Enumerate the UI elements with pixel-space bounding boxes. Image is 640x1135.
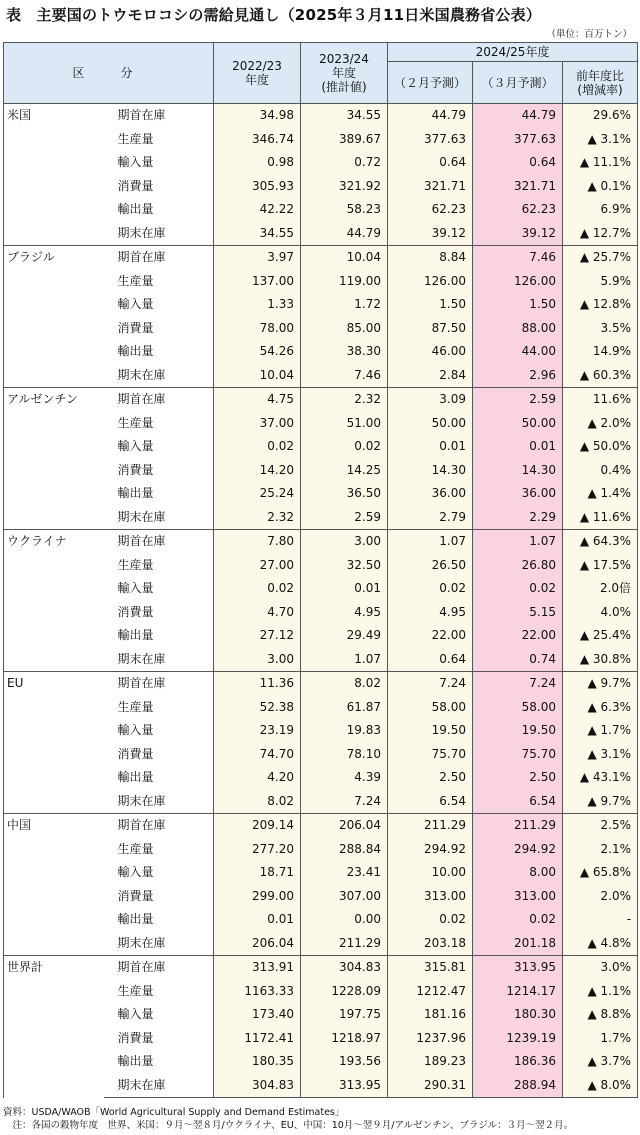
value-cell: 1228.09	[301, 980, 388, 1004]
item-label: 生産量	[104, 696, 214, 720]
header-category: 区 分	[4, 43, 214, 104]
item-label: 生産量	[104, 412, 214, 436]
value-cell: 5.15	[473, 601, 563, 625]
value-cell: 10.04	[301, 246, 388, 270]
value-cell: 7.24	[388, 672, 473, 696]
value-cell: 2.96	[473, 364, 563, 388]
value-cell: 36.00	[473, 482, 563, 506]
value-cell: 10.04	[214, 364, 301, 388]
value-cell: 313.00	[388, 885, 473, 909]
yoy-change-cell: ▲ 1.7%	[563, 719, 638, 743]
value-cell: 305.93	[214, 175, 301, 199]
value-cell: 173.40	[214, 1003, 301, 1027]
value-cell: 26.50	[388, 554, 473, 578]
yoy-change-cell: ▲ 60.3%	[563, 364, 638, 388]
value-cell: 44.79	[473, 104, 563, 128]
value-cell: 1218.97	[301, 1027, 388, 1051]
value-cell: 203.18	[388, 932, 473, 956]
yoy-change-cell: ▲ 25.4%	[563, 624, 638, 648]
item-label: 輸入量	[104, 719, 214, 743]
value-cell: 137.00	[214, 270, 301, 294]
value-cell: 321.71	[388, 175, 473, 199]
value-cell: 126.00	[388, 270, 473, 294]
value-cell: 304.83	[214, 1074, 301, 1098]
item-label: 生産量	[104, 128, 214, 152]
value-cell: 1.50	[388, 293, 473, 317]
country-name: 世界計	[4, 956, 104, 1098]
yoy-change-cell: 6.9%	[563, 198, 638, 222]
value-cell: 1.33	[214, 293, 301, 317]
yoy-change-cell: -	[563, 908, 638, 932]
yoy-change-cell: 3.0%	[563, 956, 638, 980]
value-cell: 0.74	[473, 648, 563, 672]
value-cell: 0.02	[301, 435, 388, 459]
value-cell: 4.95	[388, 601, 473, 625]
value-cell: 19.83	[301, 719, 388, 743]
value-cell: 62.23	[473, 198, 563, 222]
item-label: 期末在庫	[104, 1074, 214, 1098]
value-cell: 6.54	[388, 790, 473, 814]
value-cell: 75.70	[388, 743, 473, 767]
header-2024-25-group: 2024/25年度	[388, 43, 638, 62]
value-cell: 0.02	[388, 577, 473, 601]
yoy-change-cell: ▲ 12.8%	[563, 293, 638, 317]
value-cell: 7.80	[214, 530, 301, 554]
country-name: EU	[4, 672, 104, 814]
item-label: 生産量	[104, 270, 214, 294]
value-cell: 4.20	[214, 766, 301, 790]
value-cell: 1172.41	[214, 1027, 301, 1051]
value-cell: 290.31	[388, 1074, 473, 1098]
notes	[3, 1106, 573, 1132]
yoy-change-cell: ▲ 3.1%	[563, 128, 638, 152]
value-cell: 8.02	[214, 790, 301, 814]
yoy-change-cell: ▲ 0.1%	[563, 175, 638, 199]
yoy-change-cell: ▲ 1.4%	[563, 482, 638, 506]
value-cell: 0.01	[301, 577, 388, 601]
value-cell: 6.54	[473, 790, 563, 814]
yoy-change-cell: 5.9%	[563, 270, 638, 294]
item-label: 輸出量	[104, 198, 214, 222]
value-cell: 294.92	[388, 838, 473, 862]
value-cell: 3.09	[388, 388, 473, 412]
value-cell: 78.10	[301, 743, 388, 767]
value-cell: 23.41	[301, 861, 388, 885]
value-cell: 75.70	[473, 743, 563, 767]
yoy-change-cell: ▲ 8.8%	[563, 1003, 638, 1027]
yoy-change-cell: ▲ 8.0%	[563, 1074, 638, 1098]
item-label: 期首在庫	[104, 388, 214, 412]
yoy-change-cell: ▲ 3.1%	[563, 743, 638, 767]
item-label: 輸出量	[104, 340, 214, 364]
value-cell: 2.84	[388, 364, 473, 388]
table-row	[4, 104, 638, 128]
item-label: 期首在庫	[104, 956, 214, 980]
value-cell: 126.00	[473, 270, 563, 294]
header-mar-forecast: （３月予測）	[473, 62, 563, 104]
header-2023-24: 2023/24 年度 (推計値)	[301, 43, 388, 104]
item-label: 期末在庫	[104, 790, 214, 814]
value-cell: 3.97	[214, 246, 301, 270]
value-cell: 58.23	[301, 198, 388, 222]
item-label: 輸出量	[104, 766, 214, 790]
value-cell: 4.75	[214, 388, 301, 412]
value-cell: 19.50	[473, 719, 563, 743]
yoy-change-cell: ▲ 64.3%	[563, 530, 638, 554]
value-cell: 62.23	[388, 198, 473, 222]
value-cell: 58.00	[388, 696, 473, 720]
value-cell: 315.81	[388, 956, 473, 980]
item-label: 輸入量	[104, 435, 214, 459]
value-cell: 389.67	[301, 128, 388, 152]
value-cell: 61.87	[301, 696, 388, 720]
value-cell: 0.72	[301, 151, 388, 175]
value-cell: 299.00	[214, 885, 301, 909]
table-row	[4, 814, 638, 838]
value-cell: 1214.17	[473, 980, 563, 1004]
value-cell: 2.79	[388, 506, 473, 530]
value-cell: 1239.19	[473, 1027, 563, 1051]
value-cell: 180.35	[214, 1050, 301, 1074]
table-row	[4, 246, 638, 270]
item-label: 輸入量	[104, 293, 214, 317]
value-cell: 377.63	[473, 128, 563, 152]
value-cell: 0.64	[388, 648, 473, 672]
yoy-change-cell: ▲ 3.7%	[563, 1050, 638, 1074]
value-cell: 294.92	[473, 838, 563, 862]
value-cell: 307.00	[301, 885, 388, 909]
item-label: 期首在庫	[104, 530, 214, 554]
item-label: 消費量	[104, 459, 214, 483]
value-cell: 189.23	[388, 1050, 473, 1074]
value-cell: 8.02	[301, 672, 388, 696]
item-label: 輸出量	[104, 908, 214, 932]
value-cell: 1212.47	[388, 980, 473, 1004]
value-cell: 313.00	[473, 885, 563, 909]
value-cell: 346.74	[214, 128, 301, 152]
table-row	[4, 388, 638, 412]
value-cell: 321.92	[301, 175, 388, 199]
value-cell: 277.20	[214, 838, 301, 862]
value-cell: 3.00	[301, 530, 388, 554]
value-cell: 74.70	[214, 743, 301, 767]
value-cell: 2.50	[473, 766, 563, 790]
yoy-change-cell: ▲ 43.1%	[563, 766, 638, 790]
value-cell: 181.16	[388, 1003, 473, 1027]
value-cell: 211.29	[301, 932, 388, 956]
value-cell: 38.30	[301, 340, 388, 364]
yoy-change-cell: 2.1%	[563, 838, 638, 862]
value-cell: 27.00	[214, 554, 301, 578]
item-label: 消費量	[104, 885, 214, 909]
table-title: 表 主要国のトウモロコシの需給見通し（2025年３月11日米国農務省公表）	[6, 6, 542, 24]
value-cell: 78.00	[214, 317, 301, 341]
value-cell: 34.98	[214, 104, 301, 128]
value-cell: 8.84	[388, 246, 473, 270]
item-label: 期末在庫	[104, 222, 214, 246]
value-cell: 0.64	[473, 151, 563, 175]
item-label: 生産量	[104, 554, 214, 578]
value-cell: 88.00	[473, 317, 563, 341]
value-cell: 87.50	[388, 317, 473, 341]
item-label: 期末在庫	[104, 648, 214, 672]
country-name: ウクライナ	[4, 530, 104, 672]
table-row	[4, 956, 638, 980]
value-cell: 7.46	[301, 364, 388, 388]
value-cell: 25.24	[214, 482, 301, 506]
item-label: 期首在庫	[104, 246, 214, 270]
item-label: 生産量	[104, 838, 214, 862]
value-cell: 7.24	[473, 672, 563, 696]
item-label: 輸入量	[104, 1003, 214, 1027]
crop-year-note: 注：各国の穀物年度 世界、米国：９月～翌８月/ウクライナ、EU、中国：10月～翌９月/アルゼンチン、ブラジル：３月～翌２月。	[3, 1120, 574, 1131]
value-cell: 211.29	[473, 814, 563, 838]
item-label: 期末在庫	[104, 506, 214, 530]
header-2022-23: 2022/23 年度	[214, 43, 301, 104]
value-cell: 18.71	[214, 861, 301, 885]
value-cell: 4.95	[301, 601, 388, 625]
item-label: 輸入量	[104, 577, 214, 601]
item-label: 消費量	[104, 317, 214, 341]
country-name: 米国	[4, 104, 104, 246]
value-cell: 1237.96	[388, 1027, 473, 1051]
item-label: 期末在庫	[104, 364, 214, 388]
value-cell: 2.50	[388, 766, 473, 790]
value-cell: 7.24	[301, 790, 388, 814]
yoy-change-cell: 29.6%	[563, 104, 638, 128]
yoy-change-cell: 2.0%	[563, 885, 638, 909]
value-cell: 22.00	[388, 624, 473, 648]
value-cell: 1.07	[301, 648, 388, 672]
value-cell: 14.20	[214, 459, 301, 483]
value-cell: 58.00	[473, 696, 563, 720]
value-cell: 186.36	[473, 1050, 563, 1074]
value-cell: 211.29	[388, 814, 473, 838]
country-name: ブラジル	[4, 246, 104, 388]
value-cell: 34.55	[301, 104, 388, 128]
value-cell: 2.59	[473, 388, 563, 412]
value-cell: 42.22	[214, 198, 301, 222]
item-label: 期首在庫	[104, 814, 214, 838]
yoy-change-cell: ▲ 9.7%	[563, 672, 638, 696]
value-cell: 44.79	[388, 104, 473, 128]
value-cell: 27.12	[214, 624, 301, 648]
value-cell: 0.98	[214, 151, 301, 175]
value-cell: 39.12	[473, 222, 563, 246]
value-cell: 0.02	[473, 908, 563, 932]
value-cell: 34.55	[214, 222, 301, 246]
value-cell: 3.00	[214, 648, 301, 672]
value-cell: 0.02	[473, 577, 563, 601]
value-cell: 0.02	[388, 908, 473, 932]
value-cell: 23.19	[214, 719, 301, 743]
value-cell: 36.00	[388, 482, 473, 506]
value-cell: 313.91	[214, 956, 301, 980]
value-cell: 288.94	[473, 1074, 563, 1098]
item-label: 輸出量	[104, 482, 214, 506]
item-label: 輸入量	[104, 861, 214, 885]
value-cell: 46.00	[388, 340, 473, 364]
yoy-change-cell: ▲ 9.7%	[563, 790, 638, 814]
value-cell: 2.32	[301, 388, 388, 412]
yoy-change-cell: 3.5%	[563, 317, 638, 341]
value-cell: 4.70	[214, 601, 301, 625]
value-cell: 50.00	[388, 412, 473, 436]
value-cell: 0.02	[214, 577, 301, 601]
item-label: 消費量	[104, 1027, 214, 1051]
value-cell: 304.83	[301, 956, 388, 980]
yoy-change-cell: 2.0倍	[563, 577, 638, 601]
value-cell: 2.29	[473, 506, 563, 530]
value-cell: 50.00	[473, 412, 563, 436]
item-label: 期首在庫	[104, 104, 214, 128]
unit-label: （単位：百万トン）	[546, 29, 632, 40]
value-cell: 44.79	[301, 222, 388, 246]
value-cell: 321.71	[473, 175, 563, 199]
value-cell: 193.56	[301, 1050, 388, 1074]
value-cell: 377.63	[388, 128, 473, 152]
item-label: 輸入量	[104, 151, 214, 175]
yoy-change-cell: 2.5%	[563, 814, 638, 838]
yoy-change-cell: 4.0%	[563, 601, 638, 625]
yoy-change-cell: 0.4%	[563, 459, 638, 483]
table-row	[4, 672, 638, 696]
value-cell: 54.26	[214, 340, 301, 364]
country-name: アルゼンチン	[4, 388, 104, 530]
yoy-change-cell: ▲ 50.0%	[563, 435, 638, 459]
item-label: 期首在庫	[104, 672, 214, 696]
yoy-change-cell: ▲ 12.7%	[563, 222, 638, 246]
source-note: 資料：USDA/WAOB「World Agricultural Supply and Demand Estimates」	[3, 1107, 345, 1118]
country-name: 中国	[4, 814, 104, 956]
yoy-change-cell: ▲ 2.0%	[563, 412, 638, 436]
yoy-change-cell: 1.7%	[563, 1027, 638, 1051]
value-cell: 14.30	[473, 459, 563, 483]
value-cell: 206.04	[214, 932, 301, 956]
value-cell: 39.12	[388, 222, 473, 246]
table-body	[4, 104, 638, 1098]
value-cell: 209.14	[214, 814, 301, 838]
value-cell: 85.00	[301, 317, 388, 341]
value-cell: 11.36	[214, 672, 301, 696]
value-cell: 1.07	[473, 530, 563, 554]
yoy-change-cell: ▲ 1.1%	[563, 980, 638, 1004]
value-cell: 26.80	[473, 554, 563, 578]
item-label: 生産量	[104, 980, 214, 1004]
yoy-change-cell: ▲ 11.6%	[563, 506, 638, 530]
value-cell: 10.00	[388, 861, 473, 885]
supply-demand-table	[3, 42, 638, 1098]
value-cell: 0.01	[388, 435, 473, 459]
value-cell: 119.00	[301, 270, 388, 294]
value-cell: 4.39	[301, 766, 388, 790]
value-cell: 7.46	[473, 246, 563, 270]
item-label: 輸出量	[104, 624, 214, 648]
value-cell: 37.00	[214, 412, 301, 436]
item-label: 輸出量	[104, 1050, 214, 1074]
value-cell: 2.32	[214, 506, 301, 530]
value-cell: 201.18	[473, 932, 563, 956]
value-cell: 44.00	[473, 340, 563, 364]
value-cell: 1.07	[388, 530, 473, 554]
value-cell: 32.50	[301, 554, 388, 578]
value-cell: 22.00	[473, 624, 563, 648]
value-cell: 313.95	[473, 956, 563, 980]
yoy-change-cell: ▲ 4.8%	[563, 932, 638, 956]
value-cell: 29.49	[301, 624, 388, 648]
value-cell: 0.01	[214, 908, 301, 932]
value-cell: 1163.33	[214, 980, 301, 1004]
value-cell: 8.00	[473, 861, 563, 885]
yoy-change-cell: ▲ 25.7%	[563, 246, 638, 270]
value-cell: 51.00	[301, 412, 388, 436]
value-cell: 14.30	[388, 459, 473, 483]
value-cell: 2.59	[301, 506, 388, 530]
item-label: 期末在庫	[104, 932, 214, 956]
table-row	[4, 530, 638, 554]
yoy-change-cell: ▲ 6.3%	[563, 696, 638, 720]
yoy-change-cell: ▲ 65.8%	[563, 861, 638, 885]
value-cell: 0.00	[301, 908, 388, 932]
value-cell: 206.04	[301, 814, 388, 838]
value-cell: 52.38	[214, 696, 301, 720]
value-cell: 19.50	[388, 719, 473, 743]
yoy-change-cell: ▲ 17.5%	[563, 554, 638, 578]
value-cell: 288.84	[301, 838, 388, 862]
header-feb-forecast: （２月予測）	[388, 62, 473, 104]
value-cell: 0.02	[214, 435, 301, 459]
item-label: 消費量	[104, 175, 214, 199]
yoy-change-cell: 11.6%	[563, 388, 638, 412]
yoy-change-cell: ▲ 30.8%	[563, 648, 638, 672]
value-cell: 197.75	[301, 1003, 388, 1027]
item-label: 消費量	[104, 743, 214, 767]
yoy-change-cell: ▲ 11.1%	[563, 151, 638, 175]
value-cell: 0.64	[388, 151, 473, 175]
value-cell: 313.95	[301, 1074, 388, 1098]
value-cell: 0.01	[473, 435, 563, 459]
value-cell: 14.25	[301, 459, 388, 483]
yoy-change-cell: 14.9%	[563, 340, 638, 364]
value-cell: 1.72	[301, 293, 388, 317]
item-label: 消費量	[104, 601, 214, 625]
value-cell: 1.50	[473, 293, 563, 317]
value-cell: 180.30	[473, 1003, 563, 1027]
header-yoy-change: 前年度比 (増減率)	[563, 62, 638, 104]
value-cell: 36.50	[301, 482, 388, 506]
